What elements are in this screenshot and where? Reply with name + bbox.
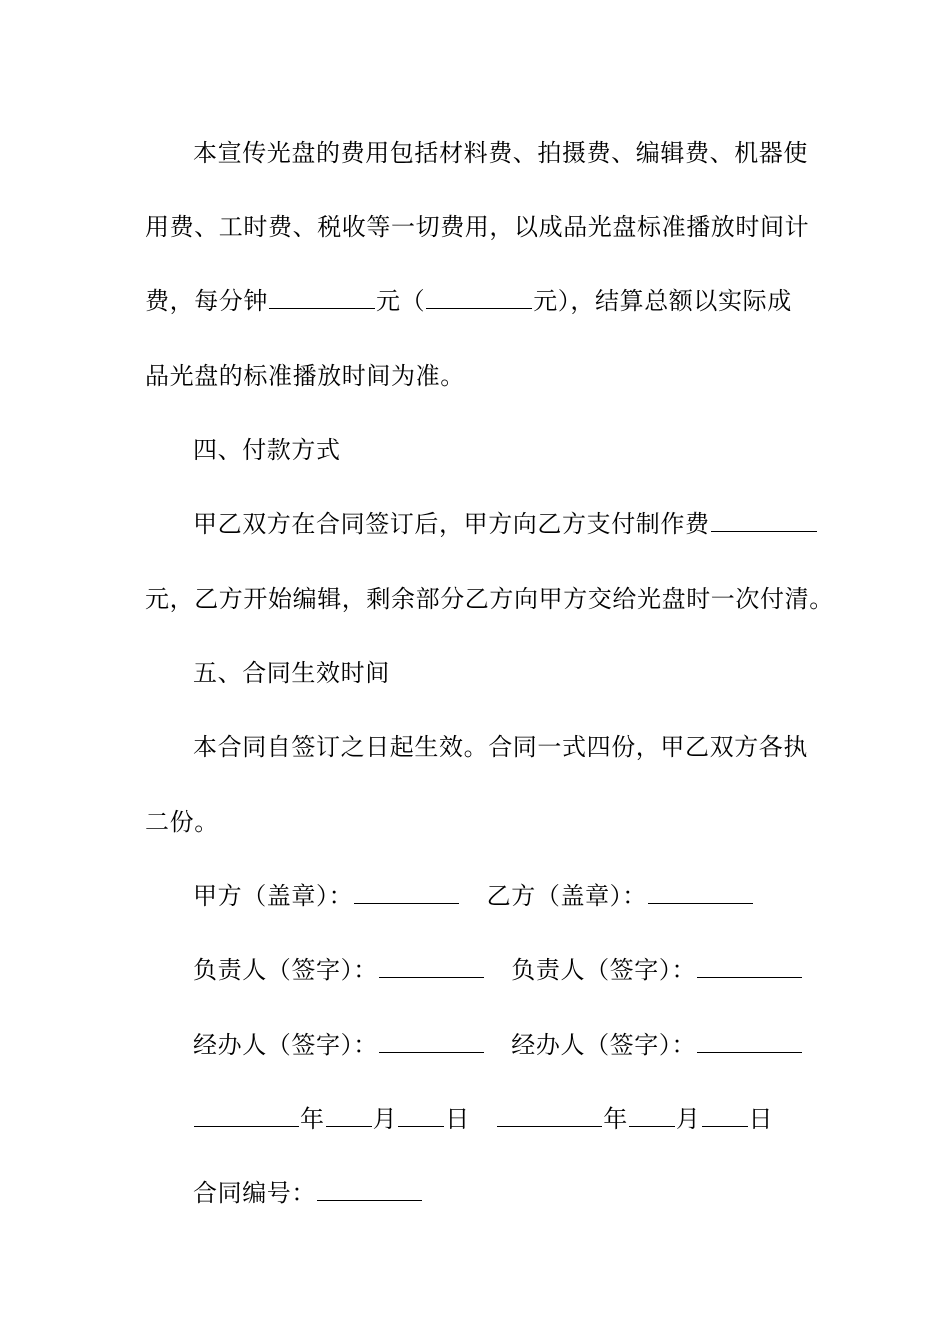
day-label: 日 [748,1105,774,1133]
text-fragment: 元（ [376,287,426,315]
year-label: 年 [300,1105,325,1133]
blank-field[interactable] [379,1030,484,1053]
blank-field[interactable] [629,1104,675,1127]
text-fragment: 费，每分钟 [145,287,268,315]
blank-field[interactable] [194,1104,299,1127]
party-b-seal-label: 乙方（盖章）： [486,882,647,910]
blank-field[interactable] [326,1104,372,1127]
blank-field[interactable] [702,1104,748,1127]
date-row [193,1103,810,1135]
paragraph-line: 元，乙方开始编辑，剩余部分乙方向甲方交给光盘时一次付清。 [145,585,834,613]
paragraph-line: 用费、工时费、税收等一切费用，以成品光盘标准播放时间计 [145,213,810,241]
responsible-a-label: 负责人（签字）： [193,956,378,984]
paragraph-line: 二份。 [145,808,219,836]
blank-field[interactable] [317,1178,422,1201]
month-label: 月 [372,1105,398,1133]
handler-a-label: 经办人（签字）： [193,1031,378,1059]
text-fragment: 元），结算总额以实际成 [533,287,792,315]
signature-row-responsible [193,954,810,986]
signature-row-handler [193,1029,810,1061]
party-a-seal-label: 甲方（盖章）： [193,882,354,910]
text-fragment: 甲乙双方在合同签订后，甲方向乙方支付制作费 [193,510,710,538]
section-heading: 四、付款方式 [193,436,341,464]
section-heading: 五、合同生效时间 [193,659,390,687]
blank-field[interactable] [426,286,532,309]
blank-field[interactable] [711,509,817,532]
blank-field[interactable] [648,881,753,904]
blank-field[interactable] [269,286,375,309]
contract-number-row [193,1177,810,1209]
contract-number-label: 合同编号： [193,1179,316,1207]
blank-field[interactable] [379,955,484,978]
paragraph-line: 品光盘的标准播放时间为准。 [145,362,465,390]
responsible-b-label: 负责人（签字）： [511,956,697,984]
handler-b-label: 经办人（签字）： [511,1031,697,1059]
blank-field[interactable] [697,1030,802,1053]
blank-field[interactable] [354,881,459,904]
day-label: 日 [445,1105,470,1133]
paragraph-line: 本宣传光盘的费用包括材料费、拍摄费、编辑费、机器使 [193,139,808,167]
blank-field[interactable] [697,955,802,978]
blank-field[interactable] [398,1104,444,1127]
paragraph-line [145,285,810,317]
paragraph-line: 本合同自签订之日起生效。合同一式四份，甲乙双方各执 [193,733,808,761]
year-label: 年 [603,1105,628,1133]
blank-field[interactable] [497,1104,602,1127]
signature-row-seal [193,880,810,912]
paragraph-line [193,508,810,540]
month-label: 月 [675,1105,701,1133]
